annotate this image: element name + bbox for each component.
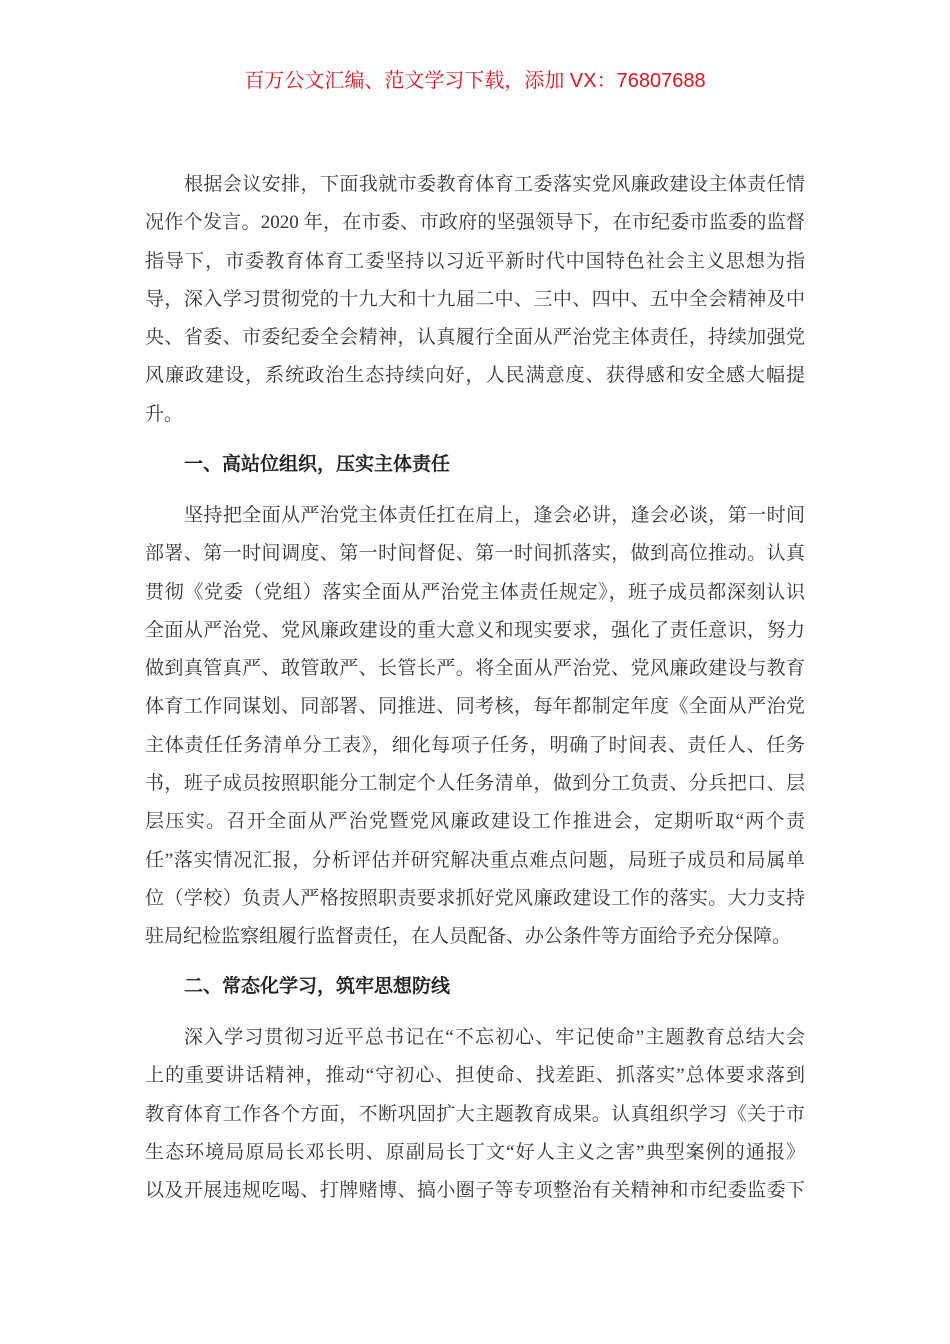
text-line: 上的重要讲话精神，推动“守初心、担使命、找差距、抓落实”总体要求落到 [145, 1065, 805, 1087]
text-line: 部署、第一时间调度、第一时间督促、第一时间抓落实，做到高位推动。认真 [145, 543, 805, 565]
intro-paragraph [145, 166, 805, 434]
text-line: 驻局纪检监察组履行监督责任，在人员配备、办公条件等方面给予充分保障。 [145, 926, 792, 948]
text-line: 升。 [145, 403, 184, 425]
section-1-paragraph [145, 497, 805, 957]
text-line: 贯彻《党委（党组）落实全面从严治党主体责任规定》，班子成员都深刻认识 [145, 581, 805, 603]
text-line: 指导下，市委教育体育工委坚持以习近平新时代中国特色社会主义思想为指 [145, 250, 805, 272]
text-line: 主体责任任务清单分工表》，细化每项子任务，明确了时间表、责任人、任务 [145, 734, 805, 756]
text-line: 以及开展违规吃喝、打牌赌博、搞小圈子等专项整治有关精神和市纪委监委下 [145, 1180, 805, 1202]
text-line: 况作个发言。2020 年，在市委、市政府的坚强领导下，在市纪委市监委的监督 [145, 212, 805, 234]
section-2-paragraph [145, 1019, 805, 1210]
text-line: 风廉政建设，系统政治生态持续向好，人民满意度、获得感和安全感大幅提 [145, 365, 805, 387]
text-line: 层压实。召开全面从严治党暨党风廉政建设工作推进会，定期听取“两个责 [145, 811, 805, 833]
text-line: 生态环境局原局长邓长明、原副局长丁文“好人主义之害”典型案例的通报》 [145, 1141, 805, 1163]
text-line: 教育体育工作各个方面，不断巩固扩大主题教育成果。认真组织学习《关于市 [145, 1103, 805, 1125]
text-line: 央、省委、市委纪委全会精神，认真履行全面从严治党主体责任，持续加强党 [145, 327, 805, 349]
text-line: 任”落实情况汇报，分析评估并研究解决重点难点问题，局班子成员和局属单 [145, 849, 805, 871]
watermark-banner: 百万公文汇编、范文学习下载，添加 VX：76807688 [244, 70, 706, 92]
section-heading-2: 二、常态化学习，筑牢思想防线 [184, 976, 451, 997]
section-heading-1: 一、高站位组织，压实主体责任 [184, 454, 451, 475]
text-line: 坚持把全面从严治党主体责任扛在肩上，逢会必讲，逢会必谈，第一时间 [184, 505, 805, 526]
text-line: 位（学校）负责人严格按照职责要求抓好党风廉政建设工作的落实。大力支持 [145, 887, 805, 909]
text-line: 深入学习贯彻习近平总书记在“不忘初心、牢记使命”主题教育总结大会 [184, 1027, 805, 1048]
text-line: 根据会议安排，下面我就市委教育体育工委落实党风廉政建设主体责任情 [184, 174, 805, 195]
text-line: 做到真管真严、敢管敢严、长管长严。将全面从严治党、党风廉政建设与教育 [145, 658, 805, 680]
text-line: 书，班子成员按照职能分工制定个人任务清单，做到分工负责、分兵把口、层 [145, 773, 805, 795]
text-line: 导，深入学习贯彻党的十九大和十九届二中、三中、四中、五中全会精神及中 [145, 288, 805, 310]
text-line: 体育工作同谋划、同部署、同推进、同考核，每年都制定年度《全面从严治党 [145, 696, 805, 718]
text-line: 全面从严治党、党风廉政建设的重大意义和现实要求，强化了责任意识，努力 [145, 619, 805, 641]
